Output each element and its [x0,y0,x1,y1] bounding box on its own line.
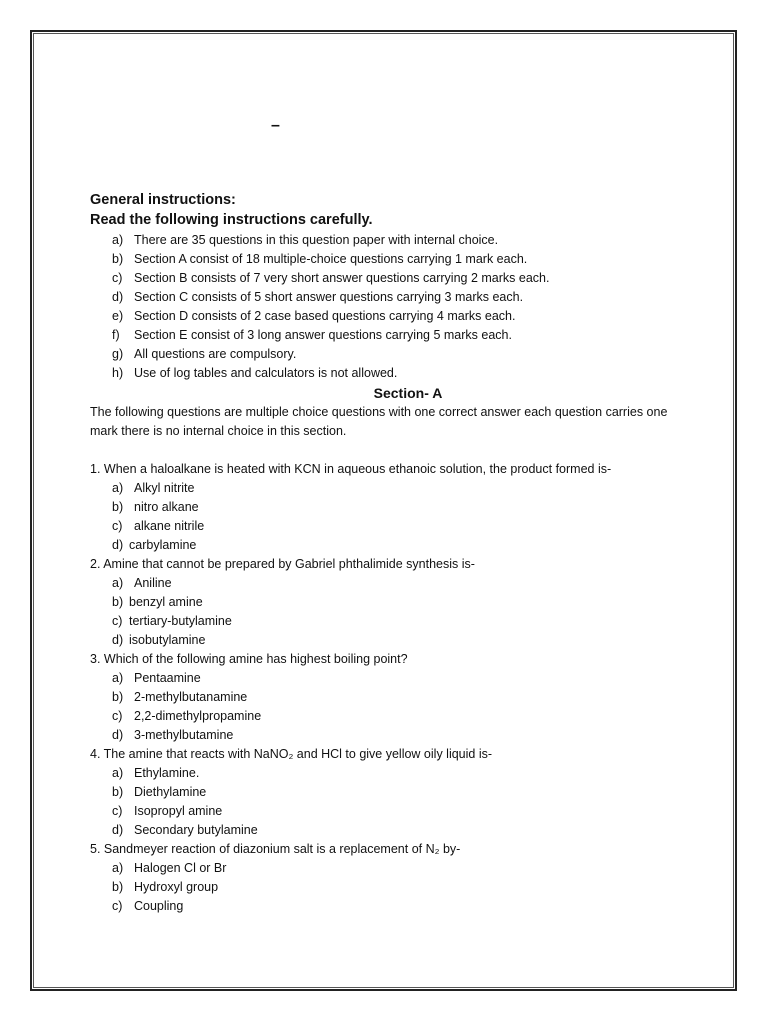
instruction-item: a) There are 35 questions in this question paper with internal choice. [112,233,499,247]
instruction-item: b) Section A consist of 18 multiple-choice questions carrying 1 mark each. [112,252,528,266]
document-body [90,190,690,916]
question-5: 5. Sandmeyer reaction of diazonium salt is a replacement of N₂ by- [90,842,461,856]
question-4: 4. The amine that reacts with NaNO₂ and HCl to give yellow oily liquid is- [90,747,493,761]
option-item: d) isobutylamine [112,633,206,647]
question-4-options [90,764,690,840]
option-item: c) Coupling [112,899,184,913]
option-item: c) 2,2-dimethylpropamine [112,709,262,723]
option-item: a) Pentaamine [112,671,201,685]
option-item: a) Alkyl nitrite [112,481,195,495]
option-item: b) Diethylamine [112,785,207,799]
question-1-options [90,479,690,555]
instruction-item: h) Use of log tables and calculators is not allowed. [112,366,398,380]
question-5-options [90,859,690,916]
section-intro: The following questions are multiple choice questions with one correct answer each question carries one mark there is no internal choice in this section. [90,405,668,438]
option-item: a) Aniline [112,576,172,590]
instruction-item: f) Section E consist of 3 long answer questions carrying 5 marks each. [112,328,512,342]
instructions-list [90,231,690,383]
option-item: d) carbylamine [112,538,197,552]
option-item: d) Secondary butylamine [112,823,258,837]
question-2-options [90,574,690,650]
instructions-subtitle: Read the following instructions carefully. [90,212,373,228]
option-item: c) tertiary-butylamine [112,614,232,628]
option-item: b) benzyl amine [112,595,203,609]
header-dash: – [271,117,280,134]
option-item: c) Isopropyl amine [112,804,223,818]
instruction-item: c) Section B consists of 7 very short answer questions carrying 2 marks each. [112,271,550,285]
option-item: a) Halogen Cl or Br [112,861,227,875]
instruction-item: d) Section C consists of 5 short answer questions carrying 3 marks each. [112,290,524,304]
instruction-item: e) Section D consists of 2 case based questions carrying 4 marks each. [112,309,516,323]
question-2: 2. Amine that cannot be prepared by Gabriel phthalimide synthesis is- [90,557,475,571]
option-item: a) Ethylamine. [112,766,200,780]
option-item: b) nitro alkane [112,500,199,514]
instruction-item: g) All questions are compulsory. [112,347,297,361]
option-item: c) alkane nitrile [112,519,205,533]
instructions-title: General instructions: [90,192,236,208]
option-item: b) 2-methylbutanamine [112,690,248,704]
question-1: 1. When a haloalkane is heated with KCN in aqueous ethanoic solution, the product formed is- [90,462,612,476]
question-3: 3. Which of the following amine has highest boiling point? [90,652,408,666]
option-item: d) 3-methylbutamine [112,728,234,742]
section-title: Section- A [373,385,443,401]
question-3-options [90,669,690,745]
option-item: b) Hydroxyl group [112,880,219,894]
